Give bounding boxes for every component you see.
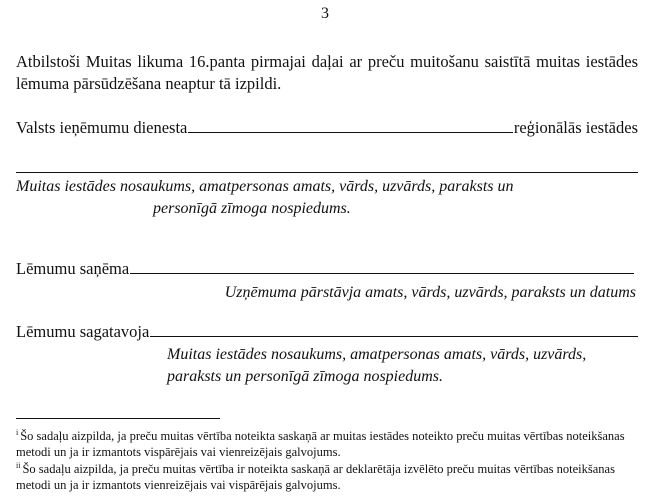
official-signature-blank[interactable] [16,172,638,173]
footnote-1-marker: i [16,428,19,437]
prepared-caption-line1: Muitas iestādes nosaukums, amatpersonas amats, vārds, uzvārds, [167,346,587,363]
footnote-2-text: Šo sadaļu aizpilda, ja preču muitas vērtība ir noteikta saskaņā ar deklarētāja izvēlēto preču muitas vērtības noteikšanas metodi un ja ir izmantots vienreizējais vai vispārējais galvojums. [16,462,615,492]
footnote-1-text: Šo sadaļu aizpilda, ja preču muitas vērtība noteikta saskaņā ar muitas iestādes noteikto preču muitas vērtības noteikšanas metodi un ja ir izmantots vispārējais vai vienreizējais galvojums. [16,429,625,459]
prepared-label: Lēmumu sagatavoja [16,322,150,341]
prepared-blank[interactable] [150,322,638,337]
received-line [16,258,638,280]
legal-notice-paragraph: Atbilstoši Muitas likuma 16.panta pirmajai daļai ar preču muitošanu saistītā muitas iestādes lēmuma pārsūdzēšana neaptur tā izpildi. [16,52,638,93]
official-signature-caption-line2: personīgā zīmoga nospiedums. [153,200,351,217]
prepared-caption [167,344,640,388]
received-caption: Uzņēmuma pārstāvja amats, vārds, uzvārds, paraksts un datums [224,284,636,301]
received-blank[interactable] [130,259,634,274]
footnote-2 [16,458,640,493]
service-line-suffix: reģionālās iestādes [513,118,638,137]
prepared-caption-line2: paraksts un personīgā zīmoga nospiedums. [167,368,444,385]
prepared-line [16,321,638,343]
page-number: 3 [321,5,329,22]
service-line [16,117,638,139]
footnote-divider [16,418,220,419]
footnote-1 [16,425,640,460]
received-label: Lēmumu saņēma [16,259,130,278]
official-signature-caption [16,176,639,220]
service-line-prefix: Valsts ieņēmumu dienesta [16,118,188,137]
official-signature-caption-line1: Muitas iestādes nosaukums, amatpersonas amats, vārds, uzvārds, paraksts un [16,178,514,195]
footnote-2-marker: ii [16,461,21,470]
regional-office-blank[interactable] [188,118,512,133]
